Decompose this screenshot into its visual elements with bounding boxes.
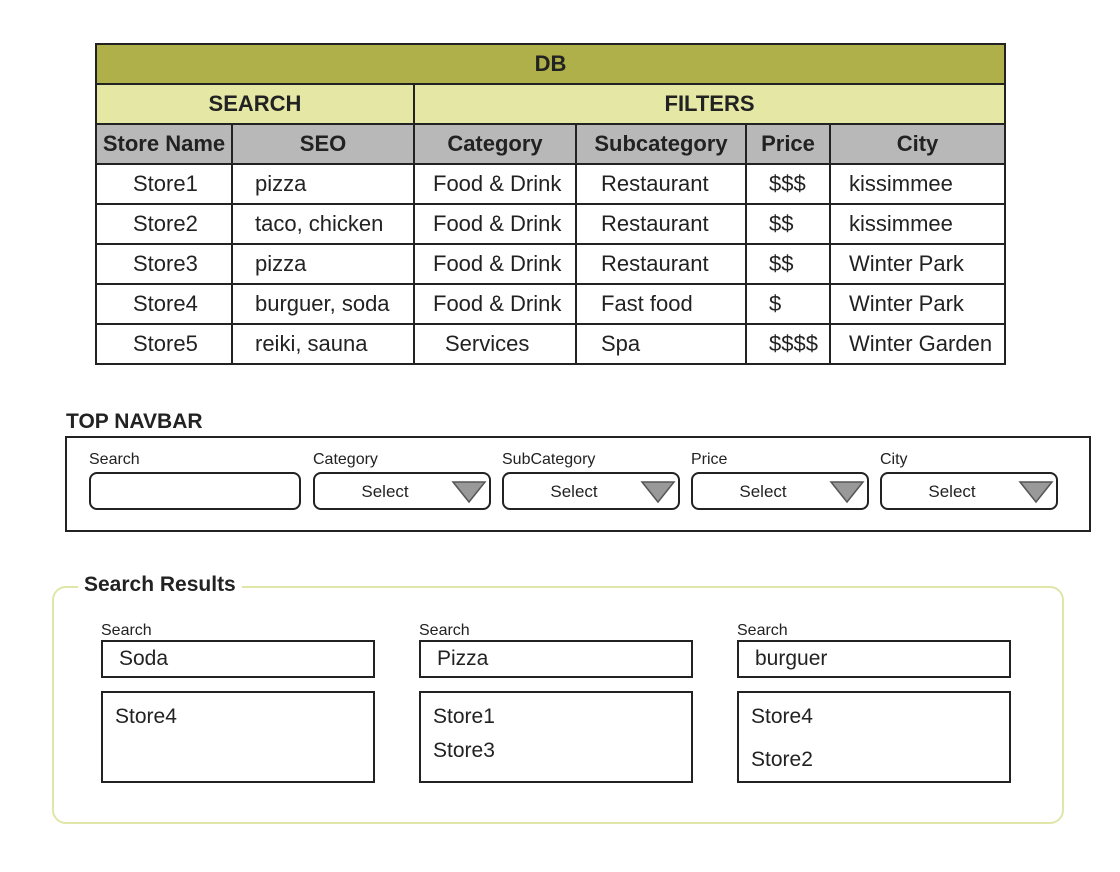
table-row (96, 324, 1005, 364)
dropdown-arrow-icon (829, 480, 865, 504)
cell-category: Food & Drink (414, 284, 576, 324)
cell-subcategory: Restaurant (576, 204, 746, 244)
subcategory-select[interactable] (502, 472, 680, 510)
cell-subcategory: Restaurant (576, 244, 746, 284)
cell-store-name: Store2 (96, 204, 232, 244)
navbar-title: TOP NAVBAR (66, 410, 203, 433)
cell-category: Services (414, 324, 576, 364)
cell-seo: reiki, sauna (232, 324, 414, 364)
cell-subcategory: Restaurant (576, 164, 746, 204)
cell-seo: pizza (232, 164, 414, 204)
cell-city: kissimmee (830, 204, 1005, 244)
column-header-subcategory: Subcategory (576, 124, 746, 164)
result-list (101, 691, 375, 783)
table-row (96, 284, 1005, 324)
result-list-item[interactable]: Store4 (751, 705, 813, 728)
cell-price: $$$$ (746, 324, 830, 364)
cell-category: Food & Drink (414, 244, 576, 284)
db-table (95, 43, 1006, 365)
search-group-header: SEARCH (96, 84, 414, 124)
cell-store-name: Store5 (96, 324, 232, 364)
cell-seo: burguer, soda (232, 284, 414, 324)
result-list-item[interactable]: Store4 (115, 705, 177, 728)
filters-group-header: FILTERS (414, 84, 1005, 124)
cell-store-name: Store4 (96, 284, 232, 324)
dropdown-arrow-icon (451, 480, 487, 504)
dropdown-arrow-icon (1018, 480, 1054, 504)
city-select-value: Select (928, 482, 976, 501)
search-results-title: Search Results (78, 573, 242, 597)
result-search-input[interactable]: burguer (737, 640, 1011, 678)
cell-city: Winter Garden (830, 324, 1005, 364)
result-list-item[interactable]: Store3 (433, 739, 495, 762)
cell-price: $$ (746, 204, 830, 244)
category-label: Category (313, 451, 378, 468)
column-header-category: Category (414, 124, 576, 164)
result-search-label: Search (101, 622, 152, 639)
cell-price: $$ (746, 244, 830, 284)
cell-store-name: Store1 (96, 164, 232, 204)
price-select-value: Select (739, 482, 787, 501)
cell-subcategory: Fast food (576, 284, 746, 324)
result-search-label: Search (419, 622, 470, 639)
column-header-store-name: Store Name (96, 124, 232, 164)
cell-category: Food & Drink (414, 204, 576, 244)
result-list (737, 691, 1011, 783)
cell-city: Winter Park (830, 244, 1005, 284)
table-row (96, 164, 1005, 204)
top-navbar (65, 436, 1091, 532)
cell-seo: pizza (232, 244, 414, 284)
result-list (419, 691, 693, 783)
navbar-search-input[interactable] (89, 472, 301, 510)
column-header-row (96, 124, 1005, 164)
cell-category: Food & Drink (414, 164, 576, 204)
cell-seo: taco, chicken (232, 204, 414, 244)
subcategory-label: SubCategory (502, 451, 596, 468)
cell-price: $$$ (746, 164, 830, 204)
column-header-price: Price (746, 124, 830, 164)
cell-subcategory: Spa (576, 324, 746, 364)
result-search-label: Search (737, 622, 788, 639)
table-row (96, 204, 1005, 244)
city-label: City (880, 451, 908, 468)
city-select[interactable] (880, 472, 1058, 510)
table-row (96, 244, 1005, 284)
cell-price: $ (746, 284, 830, 324)
result-list-item[interactable]: Store2 (751, 748, 813, 771)
column-header-city: City (830, 124, 1005, 164)
category-select[interactable] (313, 472, 491, 510)
cell-city: kissimmee (830, 164, 1005, 204)
cell-city: Winter Park (830, 284, 1005, 324)
subcategory-select-value: Select (550, 482, 598, 501)
search-label: Search (89, 451, 140, 468)
price-select[interactable] (691, 472, 869, 510)
category-select-value: Select (361, 482, 409, 501)
price-label: Price (691, 451, 728, 468)
db-table-wrapper (95, 43, 1004, 365)
result-search-input[interactable]: Soda (101, 640, 375, 678)
result-search-input[interactable]: Pizza (419, 640, 693, 678)
dropdown-arrow-icon (640, 480, 676, 504)
db-title: DB (96, 44, 1005, 84)
result-list-item[interactable]: Store1 (433, 705, 495, 728)
cell-store-name: Store3 (96, 244, 232, 284)
column-header-seo: SEO (232, 124, 414, 164)
